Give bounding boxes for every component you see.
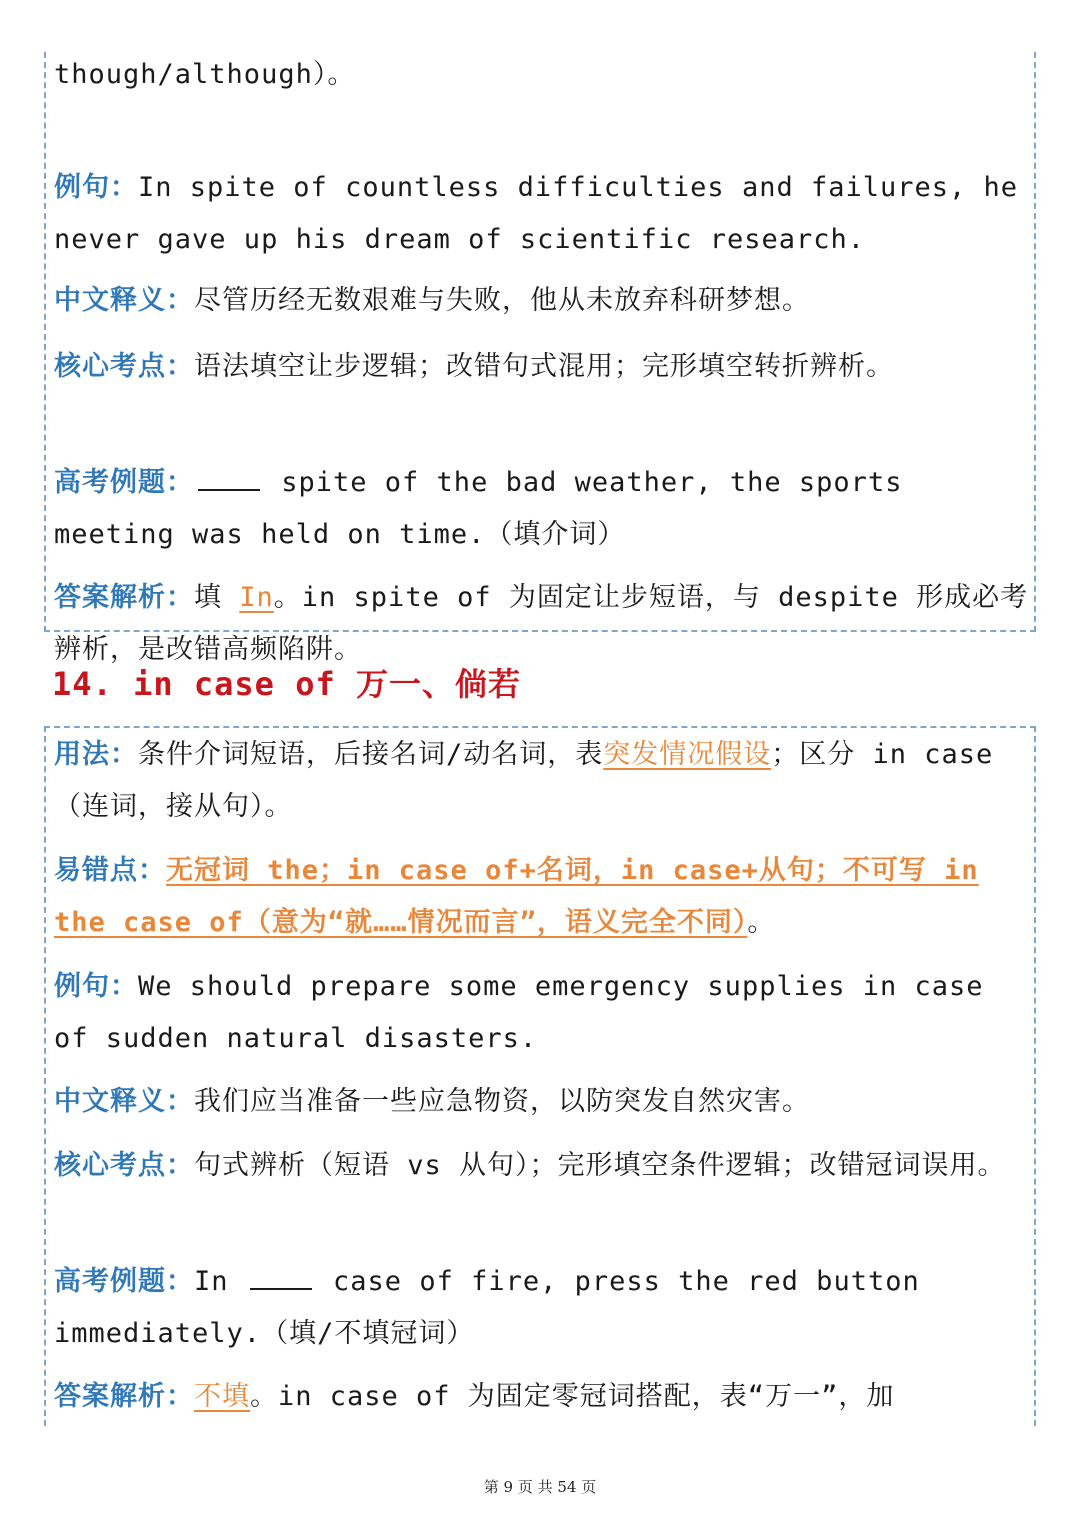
answer-text-2: 。in case of 为固定零冠词搭配，表“万一”，加 bbox=[250, 1381, 895, 1412]
example-sentence bbox=[54, 162, 1030, 266]
exam-question-text: spite of the bad weather, the sports meeting was held on time.（填介词） bbox=[54, 467, 903, 550]
chinese-label-2: 中文释义： bbox=[54, 1086, 194, 1117]
usage-label: 用法： bbox=[54, 739, 138, 770]
exam-question-text-after: case of fire, press the red button immediately.（填/不填冠词） bbox=[54, 1266, 920, 1349]
page-number-footer: 第 9 页 共 54 页 bbox=[483, 1478, 597, 1496]
answer-label: 答案解析： bbox=[54, 582, 194, 613]
example-text: In spite of countless difficulties and failures, he never gave up his dream of scientific research. bbox=[54, 172, 1019, 255]
key-points-2 bbox=[54, 1140, 1030, 1192]
top-content-box bbox=[44, 52, 1036, 665]
exam-question-2 bbox=[54, 1256, 1030, 1360]
example-label-2: 例句： bbox=[54, 971, 138, 1002]
key-points-text: 语法填空让步逻辑；改错句式混用；完形填空转折辨析。 bbox=[194, 351, 894, 382]
answer-highlight: In bbox=[239, 582, 274, 613]
continuation-text: though/although）。 bbox=[54, 59, 356, 90]
exam-question-label-2: 高考例题： bbox=[54, 1266, 194, 1297]
usage-text-2: ；区分 in case（连词，接从句）。 bbox=[54, 739, 994, 822]
error-points bbox=[54, 845, 1030, 949]
section-title: 14. in case of 万一、倘若 bbox=[52, 665, 521, 703]
answer-blank-2 bbox=[250, 1266, 312, 1290]
chinese-translation-2 bbox=[54, 1076, 1030, 1128]
answer-label-2: 答案解析： bbox=[54, 1381, 194, 1412]
example-text-2: We should prepare some emergency supplies in case of sudden natural disasters. bbox=[54, 971, 984, 1054]
key-points-text-2: 句式辨析（短语 vs 从句）；完形填空条件逻辑；改错冠词误用。 bbox=[194, 1150, 1006, 1181]
answer-text: 。in spite of 为固定让步短语，与 despite 形成必考辨析，是改错高频陷阱。 bbox=[54, 582, 1029, 665]
chinese-text: 尽管历经无数艰难与失败，他从未放弃科研梦想。 bbox=[194, 285, 810, 316]
error-label: 易错点： bbox=[54, 855, 166, 886]
example-sentence-2 bbox=[54, 961, 1030, 1065]
chinese-text-2: 我们应当准备一些应急物资，以防突发自然灾害。 bbox=[194, 1086, 810, 1117]
usage bbox=[54, 729, 1030, 833]
key-points-label-2: 核心考点： bbox=[54, 1150, 194, 1181]
key-points-label: 核心考点： bbox=[54, 351, 194, 382]
chinese-translation bbox=[54, 275, 1030, 327]
key-points bbox=[54, 341, 1030, 393]
usage-highlight: 突发情况假设 bbox=[603, 739, 772, 770]
bottom-content-box bbox=[44, 726, 1036, 1426]
error-highlight: 无冠词 the；in case of+名词，in case+从句；不可写 in the case of（意为“就……情况而言”，语义完全不同） bbox=[54, 855, 979, 938]
answer-prefix: 填 bbox=[194, 582, 240, 613]
answer-analysis-2 bbox=[54, 1371, 1030, 1423]
answer-highlight-2: 不填 bbox=[194, 1381, 250, 1412]
error-suffix: 。 bbox=[747, 907, 776, 938]
exam-question-label: 高考例题： bbox=[54, 467, 194, 498]
chinese-label: 中文释义： bbox=[54, 285, 194, 316]
usage-text-1: 条件介词短语，后接名词/动名词，表 bbox=[138, 739, 604, 770]
answer-blank bbox=[198, 467, 260, 491]
exam-question bbox=[54, 457, 1030, 561]
exam-question-text-before: In bbox=[194, 1266, 246, 1297]
example-label: 例句： bbox=[54, 172, 138, 203]
